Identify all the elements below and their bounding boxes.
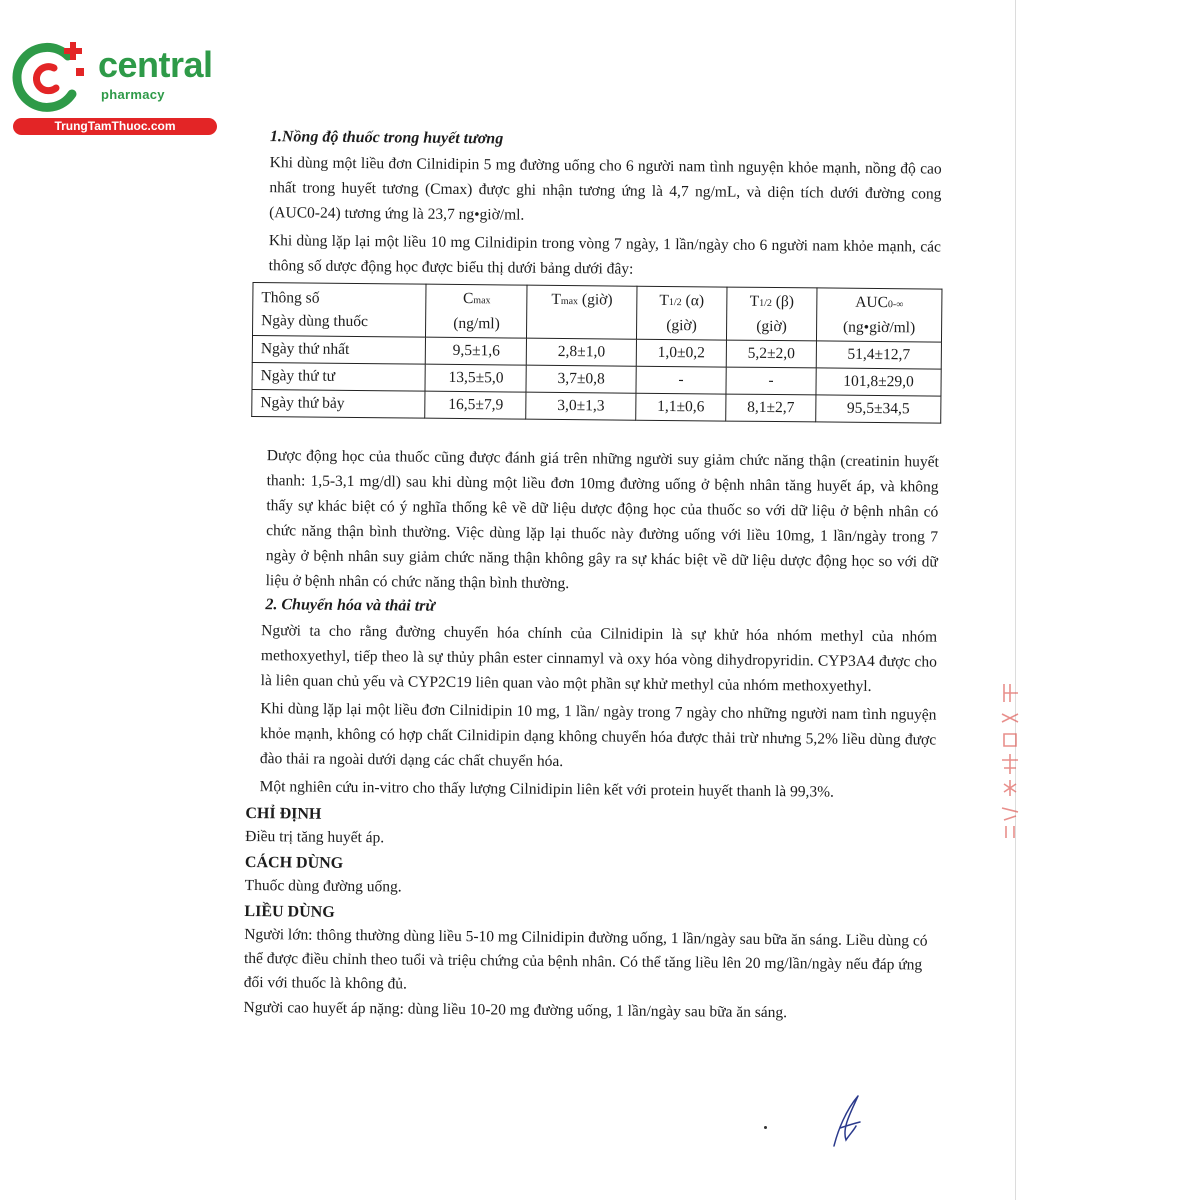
row-day: Ngày thứ nhất	[252, 336, 426, 365]
document-body	[243, 128, 942, 1028]
section2-paragraph-3: Một nghiên cứu in-vitro cho thấy lượng Cilnidipin liên kết với protein huyết thanh là 99,3%.	[259, 778, 835, 801]
logo-sub-text: pharmacy	[101, 87, 165, 102]
section2-paragraph-2: Khi dùng lặp lại một liều đơn Cilnidipin 10 mg, 1 lần/ ngày trong 7 ngày cho những người nam tình nguyện khỏe mạnh, không có hợp chất Cilnidipin dạng không chuyển hóa được thải trừ nhưng 5,2% liều dùng được đào thải ra ngoài dưới dạng các chất chuyển hóa.	[259, 700, 937, 771]
section2-title: 2. Chuyển hóa và thải trừ	[265, 596, 436, 615]
lieu-dung-paragraph-2: Người cao huyết áp nặng: dùng liều 10-20 mg đường uống, 1 lần/ngày sau bữa ăn sáng.	[243, 998, 788, 1022]
cell-tmax: 3,0±1,3	[526, 392, 636, 420]
section1-paragraph-3: Dược động học của thuốc cũng được đánh giá trên những người suy giảm chức năng thận (creatinin huyết thanh: 1,5-3,1 mg/dl) sau khi dùng một liều đơn 10mg đường uống ở bệnh nhân tăng huyết áp, và không thấy sự khác biệt có ý nghĩa thống kê về dữ liệu dược động học của thuốc so với dữ liệu ở bệnh nhân có chức năng thận bình thường. Việc dùng lặp lại thuốc này đường uống với liều 10mg, 1 lần/ngày trong 7 ngày ở bệnh nhân suy giảm chức năng thận không gây ra sự khác biệt về dữ liệu dược động học so với dữ liệu ở bệnh nhân có chức năng thận bình thường.	[265, 447, 939, 593]
cell-cmax: 16,5±7,9	[425, 391, 526, 419]
cell-t12a: 1,1±0,6	[636, 393, 726, 421]
header-t12-beta: T1/2 (β) (giờ)	[726, 287, 817, 341]
table-header-row	[253, 283, 942, 343]
header-day: Ngày dùng thuốc	[261, 312, 368, 331]
header-t12-alpha: T1/2 (α) (giờ)	[636, 286, 727, 340]
logo-brand-text: central	[98, 44, 213, 85]
row-day: Ngày thứ bảy	[252, 390, 426, 419]
section1-title: 1.Nồng độ thuốc trong huyết tương	[269, 128, 504, 148]
lieu-dung-paragraph-1: Người lớn: thông thường dùng liều 5-10 mg Cilnidipin đường uống, 1 lần/ngày sau bữa ăn sáng. Liều dùng có thể được điều chỉnh theo tuổi và triệu chứng của bệnh nhân. Có thể tăng liều lên 20 mg/lần/ngày nếu đáp ứng đối với thuốc là không đủ.	[243, 925, 928, 993]
section2-paragraph-1: Người ta cho rằng đường chuyển hóa chính của Cilnidipin là sự khử hóa nhóm methyl của nhóm methoxyethyl, tiếp theo là sự thủy phân ester cinnamyl và oxy hóa vòng dihydropyridin. CYP3A4 được cho là liên quan chủ yếu và CYP2C19 liên quan vào một phần sự khử methyl của nhóm methoxyethyl.	[260, 622, 938, 695]
lieu-dung-heading: LIỀU DÙNG	[244, 902, 335, 921]
central-pharmacy-logo[interactable]	[10, 38, 215, 138]
table-row	[252, 390, 941, 424]
header-param: Thông số	[261, 289, 320, 307]
cell-t12b: 5,2±2,0	[726, 340, 816, 368]
cell-auc: 95,5±34,5	[816, 395, 941, 423]
pharmacokinetics-table	[251, 282, 942, 424]
cach-dung-heading: CÁCH DÙNG	[244, 853, 344, 872]
section1-paragraph-1: Khi dùng một liều đơn Cilnidipin 5 mg đường uống cho 6 người nam tình nguyện khỏe mạnh, nồng độ cao nhất trong huyết tương (Cmax) được ghi nhận tương ứng là 4,7 ng/mL, và diện tích dưới đường cong (AUC0-24) tương ứng là 23,7 ng•giờ/ml.	[269, 154, 942, 224]
header-auc: AUC0-∞ (ng•giờ/ml)	[816, 288, 942, 342]
logo-url-badge[interactable]: TrungTamThuoc.com	[13, 118, 217, 135]
header-tmax: Tmax (giờ)	[527, 285, 637, 339]
cell-tmax: 2,8±1,0	[527, 338, 637, 366]
cell-t12a: -	[636, 366, 726, 394]
cell-t12a: 1,0±0,2	[636, 339, 726, 367]
cell-t12b: 8,1±2,7	[726, 394, 816, 422]
ink-dot	[764, 1126, 767, 1129]
cell-auc: 101,8±29,0	[816, 368, 941, 396]
cell-cmax: 9,5±1,6	[426, 337, 527, 365]
cach-dung-text: Thuốc dùng đường uống.	[244, 876, 402, 896]
cell-cmax: 13,5±5,0	[425, 364, 526, 392]
header-cmax: Cmax (ng/ml)	[426, 284, 527, 338]
logo-mark-icon	[10, 38, 94, 116]
header-param-day	[253, 283, 427, 338]
page-edge-line	[1015, 0, 1016, 1200]
cell-tmax: 3,7±0,8	[526, 365, 636, 393]
stamp-mark-icon	[996, 680, 1026, 840]
chi-dinh-heading: CHỈ ĐỊNH	[245, 804, 322, 823]
chi-dinh-text: Điều trị tăng huyết áp.	[245, 827, 385, 847]
section1-paragraph-2: Khi dùng lặp lại một liều 10 mg Cilnidipin trong vòng 7 ngày, 1 lần/ngày cho 6 người nam khỏe mạnh, các thông số dược động học được biểu thị dưới bảng dưới đây:	[268, 232, 941, 278]
cell-auc: 51,4±12,7	[816, 341, 941, 369]
row-day: Ngày thứ tư	[252, 363, 426, 392]
cell-t12b: -	[726, 367, 816, 395]
signature-icon	[820, 1090, 870, 1150]
